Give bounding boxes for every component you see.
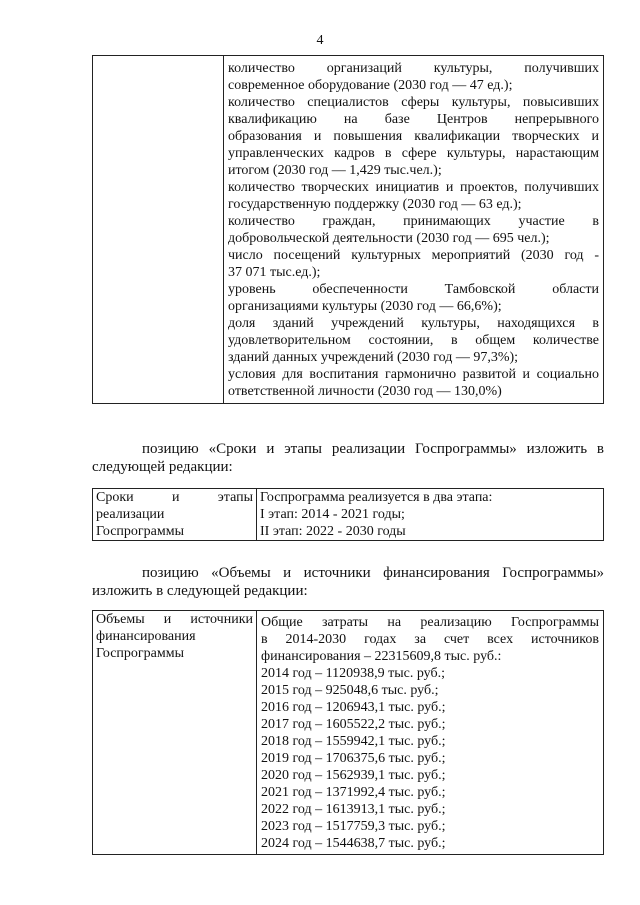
indicator-line: управленческих кадров в сфере культуры, нарастающим [228,146,599,161]
funding-label-line: финансирования [96,629,196,644]
paragraph-terms [92,440,604,476]
indicator-line: количество специалистов сферы культуры, повысивших [228,95,599,110]
funding-year-line: 2023 год – 1517759,3 тыс. руб.; [261,819,446,834]
indicator-line: количество граждан, принимающих участие в [228,214,599,229]
paragraph-line: позицию «Сроки и этапы реализации Госпрограммы» изложить в [142,441,604,457]
indicator-line: количество творческих инициатив и проектов, получивших [228,180,599,195]
funding-intro-line: финансирования – 22315609,8 тыс. руб.: [261,649,502,664]
indicator-line: доля зданий учреждений культуры, находящихся в [228,316,599,331]
indicator-line: квалификацию на базе Центров непрерывного [228,112,599,127]
indicator-line: итогом (2030 год — 1,429 тыс.чел.); [228,163,442,178]
indicator-line: ответственной личности (2030 год — 130,0%) [228,384,502,399]
funding-year-line: 2017 год – 1605522,2 тыс. руб.; [261,717,446,732]
paragraph-funding [92,564,604,600]
indicator-line: уровень обеспеченности Тамбовской области [228,282,599,297]
funding-table [92,610,604,855]
table-row [93,489,604,541]
terms-table [92,488,604,541]
terms-label-line: Сроки и этапы [96,490,253,505]
funding-value-cell [257,611,604,855]
indicator-line: государственную поддержку (2030 год — 63 ед.); [228,197,522,212]
funding-year-line: 2020 год – 1562939,1 тыс. руб.; [261,768,446,783]
funding-year-line: 2022 год – 1613913,1 тыс. руб.; [261,802,446,817]
terms-label-cell [93,489,257,541]
indicator-line: зданий данных учреждений (2030 год — 97,3%); [228,350,519,365]
indicator-line: современное оборудование (2030 год — 47 ед.); [228,78,513,93]
funding-label-cell [93,611,257,855]
indicator-line: образования и повышения квалификации творческих и [228,129,599,144]
indicators-label-cell [93,56,224,404]
terms-value-line: Госпрограмма реализуется в два этапа: [260,490,493,505]
indicator-line: удовлетворительном состоянии, в общем количестве [228,333,599,348]
indicator-line: количество организаций культуры, получивших [228,61,599,76]
terms-label-line: Госпрограммы [96,524,184,539]
indicators-value-cell [224,56,604,404]
funding-intro-line: Общие затраты на реализацию Госпрограммы [261,615,599,630]
funding-year-line: 2015 год – 925048,6 тыс. руб.; [261,683,439,698]
table-row [93,611,604,855]
funding-year-line: 2014 год – 1120938,9 тыс. руб.; [261,666,445,681]
indicator-line: 37 071 тыс.ед.); [228,265,321,280]
terms-value-line: II этап: 2022 - 2030 годы [260,524,406,539]
terms-label-line: реализации [96,507,165,522]
funding-intro-line: в 2014-2030 годах за счет всех источников [261,632,599,647]
indicator-line: добровольческой деятельности (2030 год — 695 чел.); [228,231,550,246]
terms-value-cell [257,489,604,541]
funding-year-line: 2021 год – 1371992,4 тыс. руб.; [261,785,446,800]
funding-year-line: 2019 год – 1706375,6 тыс. руб.; [261,751,446,766]
funding-year-line: 2016 год – 1206943,1 тыс. руб.; [261,700,446,715]
funding-year-line: 2024 год – 1544638,7 тыс. руб.; [261,836,446,851]
paragraph-line: изложить в следующей редакции: [92,583,308,599]
paragraph-line: следующей редакции: [92,459,233,475]
indicator-line: число посещений культурных мероприятий (2030 год - [228,248,599,263]
funding-label-line: Госпрограммы [96,646,184,661]
funding-label-line: Объемы и источники [96,612,253,627]
indicator-line: условия для воспитания гармонично развитой и социально [228,367,599,382]
funding-year-line: 2018 год – 1559942,1 тыс. руб.; [261,734,446,749]
indicator-line: организациями культуры (2030 год — 66,6%); [228,299,502,314]
indicators-table [92,55,604,404]
paragraph-line: позицию «Объемы и источники финансирования Госпрограммы» [142,565,604,581]
terms-value-line: I этап: 2014 - 2021 годы; [260,507,405,522]
table-row [93,56,604,404]
page-number: 4 [316,33,324,48]
